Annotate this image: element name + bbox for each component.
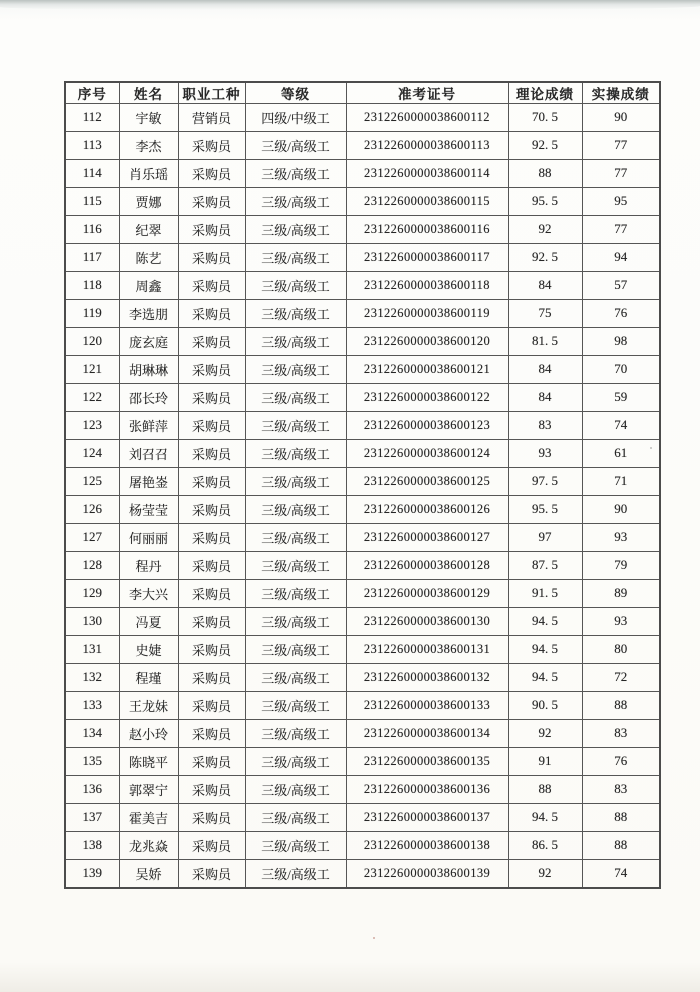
col-header-level: 等级 [245, 82, 346, 104]
cell-name: 刘召召 [119, 439, 178, 467]
cell-occupation: 采购员 [178, 663, 245, 691]
header-row [65, 82, 660, 104]
cell-occupation: 采购员 [178, 495, 245, 523]
cell-name: 邵长玲 [119, 383, 178, 411]
cell-level: 三级/高级工 [245, 495, 346, 523]
cell-theory-score: 90. 5 [508, 691, 582, 719]
cell-practical-score: 76 [582, 747, 660, 775]
cell-name: 龙兆焱 [119, 831, 178, 859]
cell-exam-id: 2312260000038600112 [346, 104, 508, 132]
table-row [65, 523, 660, 551]
cell-theory-score: 84 [508, 383, 582, 411]
cell-exam-id: 2312260000038600128 [346, 551, 508, 579]
cell-exam-id: 2312260000038600134 [346, 719, 508, 747]
cell-exam-id: 2312260000038600135 [346, 747, 508, 775]
cell-seq: 125 [65, 467, 119, 495]
cell-practical-score: 70 [582, 355, 660, 383]
cell-name: 赵小玲 [119, 719, 178, 747]
cell-exam-id: 2312260000038600121 [346, 355, 508, 383]
cell-name: 肖乐瑶 [119, 159, 178, 187]
table-row [65, 187, 660, 215]
cell-practical-score: 90 [582, 104, 660, 132]
table-row [65, 579, 660, 607]
cell-name: 张鲜萍 [119, 411, 178, 439]
cell-name: 李杰 [119, 131, 178, 159]
cell-theory-score: 92 [508, 215, 582, 243]
col-header-seq: 序号 [65, 82, 119, 104]
table-row [65, 551, 660, 579]
cell-exam-id: 2312260000038600126 [346, 495, 508, 523]
cell-level: 三级/高级工 [245, 131, 346, 159]
cell-exam-id: 2312260000038600118 [346, 271, 508, 299]
cell-level: 三级/高级工 [245, 187, 346, 215]
cell-exam-id: 2312260000038600136 [346, 775, 508, 803]
cell-level: 三级/高级工 [245, 719, 346, 747]
cell-name: 冯夏 [119, 607, 178, 635]
cell-seq: 121 [65, 355, 119, 383]
table-row [65, 859, 660, 888]
cell-practical-score: 72 [582, 663, 660, 691]
cell-theory-score: 88 [508, 775, 582, 803]
cell-name: 宇敏 [119, 104, 178, 132]
cell-occupation: 采购员 [178, 299, 245, 327]
cell-level: 三级/高级工 [245, 635, 346, 663]
table-row [65, 775, 660, 803]
cell-occupation: 采购员 [178, 467, 245, 495]
cell-practical-score: 57 [582, 271, 660, 299]
cell-level: 三级/高级工 [245, 299, 346, 327]
scan-speck [650, 447, 652, 449]
cell-seq: 116 [65, 215, 119, 243]
cell-practical-score: 95 [582, 187, 660, 215]
cell-name: 屠艳崟 [119, 467, 178, 495]
cell-name: 何丽丽 [119, 523, 178, 551]
cell-occupation: 采购员 [178, 271, 245, 299]
cell-theory-score: 92 [508, 719, 582, 747]
cell-level: 三级/高级工 [245, 859, 346, 888]
cell-theory-score: 94. 5 [508, 607, 582, 635]
cell-name: 程瑾 [119, 663, 178, 691]
cell-level: 三级/高级工 [245, 523, 346, 551]
cell-practical-score: 93 [582, 523, 660, 551]
cell-exam-id: 2312260000038600137 [346, 803, 508, 831]
cell-occupation: 采购员 [178, 859, 245, 888]
cell-practical-score: 83 [582, 775, 660, 803]
cell-occupation: 采购员 [178, 383, 245, 411]
col-header-exam-id: 准考证号 [346, 82, 508, 104]
cell-practical-score: 94 [582, 243, 660, 271]
cell-level: 三级/高级工 [245, 691, 346, 719]
cell-practical-score: 76 [582, 299, 660, 327]
cell-exam-id: 2312260000038600125 [346, 467, 508, 495]
cell-seq: 135 [65, 747, 119, 775]
cell-occupation: 营销员 [178, 104, 245, 132]
table-row [65, 635, 660, 663]
cell-practical-score: 77 [582, 159, 660, 187]
cell-level: 三级/高级工 [245, 271, 346, 299]
table-row [65, 299, 660, 327]
table-row [65, 383, 660, 411]
cell-name: 贾娜 [119, 187, 178, 215]
cell-level: 三级/高级工 [245, 355, 346, 383]
cell-level: 三级/高级工 [245, 215, 346, 243]
cell-exam-id: 2312260000038600120 [346, 327, 508, 355]
cell-theory-score: 84 [508, 271, 582, 299]
cell-seq: 119 [65, 299, 119, 327]
cell-exam-id: 2312260000038600123 [346, 411, 508, 439]
cell-seq: 117 [65, 243, 119, 271]
cell-level: 三级/高级工 [245, 579, 346, 607]
cell-name: 庞玄庭 [119, 327, 178, 355]
cell-theory-score: 81. 5 [508, 327, 582, 355]
cell-exam-id: 2312260000038600122 [346, 383, 508, 411]
col-header-name: 姓名 [119, 82, 178, 104]
cell-level: 三级/高级工 [245, 411, 346, 439]
cell-theory-score: 94. 5 [508, 663, 582, 691]
cell-occupation: 采购员 [178, 439, 245, 467]
cell-occupation: 采购员 [178, 831, 245, 859]
cell-seq: 137 [65, 803, 119, 831]
cell-practical-score: 74 [582, 411, 660, 439]
table-row [65, 327, 660, 355]
table-row [65, 131, 660, 159]
cell-theory-score: 95. 5 [508, 495, 582, 523]
cell-theory-score: 91. 5 [508, 579, 582, 607]
table-row [65, 411, 660, 439]
cell-seq: 127 [65, 523, 119, 551]
cell-seq: 118 [65, 271, 119, 299]
cell-level: 三级/高级工 [245, 607, 346, 635]
table-row [65, 663, 660, 691]
cell-practical-score: 71 [582, 467, 660, 495]
table-row [65, 747, 660, 775]
cell-occupation: 采购员 [178, 131, 245, 159]
cell-occupation: 采购员 [178, 551, 245, 579]
cell-level: 三级/高级工 [245, 243, 346, 271]
cell-seq: 126 [65, 495, 119, 523]
cell-practical-score: 79 [582, 551, 660, 579]
cell-name: 王龙妹 [119, 691, 178, 719]
cell-occupation: 采购员 [178, 355, 245, 383]
cell-seq: 138 [65, 831, 119, 859]
cell-exam-id: 2312260000038600115 [346, 187, 508, 215]
cell-practical-score: 83 [582, 719, 660, 747]
cell-seq: 136 [65, 775, 119, 803]
cell-exam-id: 2312260000038600132 [346, 663, 508, 691]
cell-occupation: 采购员 [178, 243, 245, 271]
cell-name: 胡琳琳 [119, 355, 178, 383]
cell-theory-score: 93 [508, 439, 582, 467]
cell-name: 陈晓平 [119, 747, 178, 775]
cell-occupation: 采购员 [178, 719, 245, 747]
table-row [65, 719, 660, 747]
cell-seq: 129 [65, 579, 119, 607]
score-table-body [65, 104, 660, 889]
cell-exam-id: 2312260000038600129 [346, 579, 508, 607]
cell-level: 三级/高级工 [245, 551, 346, 579]
cell-exam-id: 2312260000038600133 [346, 691, 508, 719]
cell-exam-id: 2312260000038600119 [346, 299, 508, 327]
cell-practical-score: 59 [582, 383, 660, 411]
cell-name: 霍美吉 [119, 803, 178, 831]
cell-practical-score: 88 [582, 803, 660, 831]
table-row [65, 243, 660, 271]
cell-occupation: 采购员 [178, 215, 245, 243]
cell-occupation: 采购员 [178, 327, 245, 355]
score-table-head [65, 82, 660, 104]
cell-seq: 132 [65, 663, 119, 691]
cell-practical-score: 93 [582, 607, 660, 635]
cell-theory-score: 87. 5 [508, 551, 582, 579]
cell-seq: 122 [65, 383, 119, 411]
cell-seq: 123 [65, 411, 119, 439]
cell-occupation: 采购员 [178, 747, 245, 775]
cell-occupation: 采购员 [178, 579, 245, 607]
cell-theory-score: 86. 5 [508, 831, 582, 859]
cell-name: 李选朋 [119, 299, 178, 327]
cell-practical-score: 88 [582, 691, 660, 719]
score-table [64, 81, 661, 889]
cell-practical-score: 88 [582, 831, 660, 859]
cell-seq: 130 [65, 607, 119, 635]
cell-occupation: 采购员 [178, 187, 245, 215]
cell-seq: 133 [65, 691, 119, 719]
cell-theory-score: 70. 5 [508, 104, 582, 132]
cell-exam-id: 2312260000038600116 [346, 215, 508, 243]
cell-level: 三级/高级工 [245, 383, 346, 411]
cell-occupation: 采购员 [178, 635, 245, 663]
cell-level: 三级/高级工 [245, 775, 346, 803]
cell-theory-score: 75 [508, 299, 582, 327]
cell-exam-id: 2312260000038600131 [346, 635, 508, 663]
cell-exam-id: 2312260000038600113 [346, 131, 508, 159]
cell-exam-id: 2312260000038600138 [346, 831, 508, 859]
cell-practical-score: 61 [582, 439, 660, 467]
cell-practical-score: 98 [582, 327, 660, 355]
table-row [65, 159, 660, 187]
table-row [65, 215, 660, 243]
cell-name: 史婕 [119, 635, 178, 663]
table-row [65, 495, 660, 523]
cell-level: 三级/高级工 [245, 159, 346, 187]
cell-level: 三级/高级工 [245, 747, 346, 775]
cell-occupation: 采购员 [178, 803, 245, 831]
cell-theory-score: 94. 5 [508, 803, 582, 831]
cell-theory-score: 83 [508, 411, 582, 439]
table-row [65, 803, 660, 831]
cell-occupation: 采购员 [178, 691, 245, 719]
cell-seq: 115 [65, 187, 119, 215]
cell-occupation: 采购员 [178, 607, 245, 635]
col-header-occupation: 职业工种 [178, 82, 245, 104]
cell-seq: 112 [65, 104, 119, 132]
cell-name: 周鑫 [119, 271, 178, 299]
cell-level: 三级/高级工 [245, 831, 346, 859]
cell-theory-score: 84 [508, 355, 582, 383]
cell-theory-score: 97. 5 [508, 467, 582, 495]
cell-exam-id: 2312260000038600114 [346, 159, 508, 187]
table-row [65, 355, 660, 383]
table-row [65, 691, 660, 719]
cell-level: 三级/高级工 [245, 327, 346, 355]
cell-practical-score: 74 [582, 859, 660, 888]
col-header-theory-score: 理论成绩 [508, 82, 582, 104]
table-row [65, 439, 660, 467]
cell-name: 吴娇 [119, 859, 178, 888]
cell-name: 郭翠宁 [119, 775, 178, 803]
cell-level: 三级/高级工 [245, 467, 346, 495]
cell-level: 三级/高级工 [245, 663, 346, 691]
cell-theory-score: 94. 5 [508, 635, 582, 663]
cell-practical-score: 77 [582, 131, 660, 159]
scan-speck [373, 937, 375, 939]
cell-theory-score: 88 [508, 159, 582, 187]
cell-name: 李大兴 [119, 579, 178, 607]
cell-occupation: 采购员 [178, 523, 245, 551]
cell-seq: 131 [65, 635, 119, 663]
cell-level: 四级/中级工 [245, 104, 346, 132]
cell-seq: 128 [65, 551, 119, 579]
table-row [65, 831, 660, 859]
cell-theory-score: 97 [508, 523, 582, 551]
cell-seq: 113 [65, 131, 119, 159]
cell-seq: 139 [65, 859, 119, 888]
col-header-practical-score: 实操成绩 [582, 82, 660, 104]
table-row [65, 271, 660, 299]
cell-level: 三级/高级工 [245, 439, 346, 467]
cell-seq: 124 [65, 439, 119, 467]
cell-name: 陈艺 [119, 243, 178, 271]
cell-exam-id: 2312260000038600139 [346, 859, 508, 888]
cell-exam-id: 2312260000038600117 [346, 243, 508, 271]
cell-seq: 114 [65, 159, 119, 187]
table-row [65, 607, 660, 635]
cell-theory-score: 91 [508, 747, 582, 775]
cell-seq: 120 [65, 327, 119, 355]
cell-practical-score: 89 [582, 579, 660, 607]
cell-seq: 134 [65, 719, 119, 747]
scan-edge-top [0, 0, 700, 10]
cell-practical-score: 77 [582, 215, 660, 243]
table-row [65, 467, 660, 495]
cell-exam-id: 2312260000038600127 [346, 523, 508, 551]
cell-name: 杨莹莹 [119, 495, 178, 523]
cell-theory-score: 92. 5 [508, 243, 582, 271]
cell-exam-id: 2312260000038600130 [346, 607, 508, 635]
cell-level: 三级/高级工 [245, 803, 346, 831]
cell-name: 程丹 [119, 551, 178, 579]
cell-exam-id: 2312260000038600124 [346, 439, 508, 467]
cell-occupation: 采购员 [178, 411, 245, 439]
cell-occupation: 采购员 [178, 775, 245, 803]
cell-occupation: 采购员 [178, 159, 245, 187]
cell-practical-score: 90 [582, 495, 660, 523]
cell-practical-score: 80 [582, 635, 660, 663]
cell-theory-score: 95. 5 [508, 187, 582, 215]
cell-name: 纪翠 [119, 215, 178, 243]
cell-theory-score: 92 [508, 859, 582, 888]
table-row [65, 104, 660, 132]
cell-theory-score: 92. 5 [508, 131, 582, 159]
